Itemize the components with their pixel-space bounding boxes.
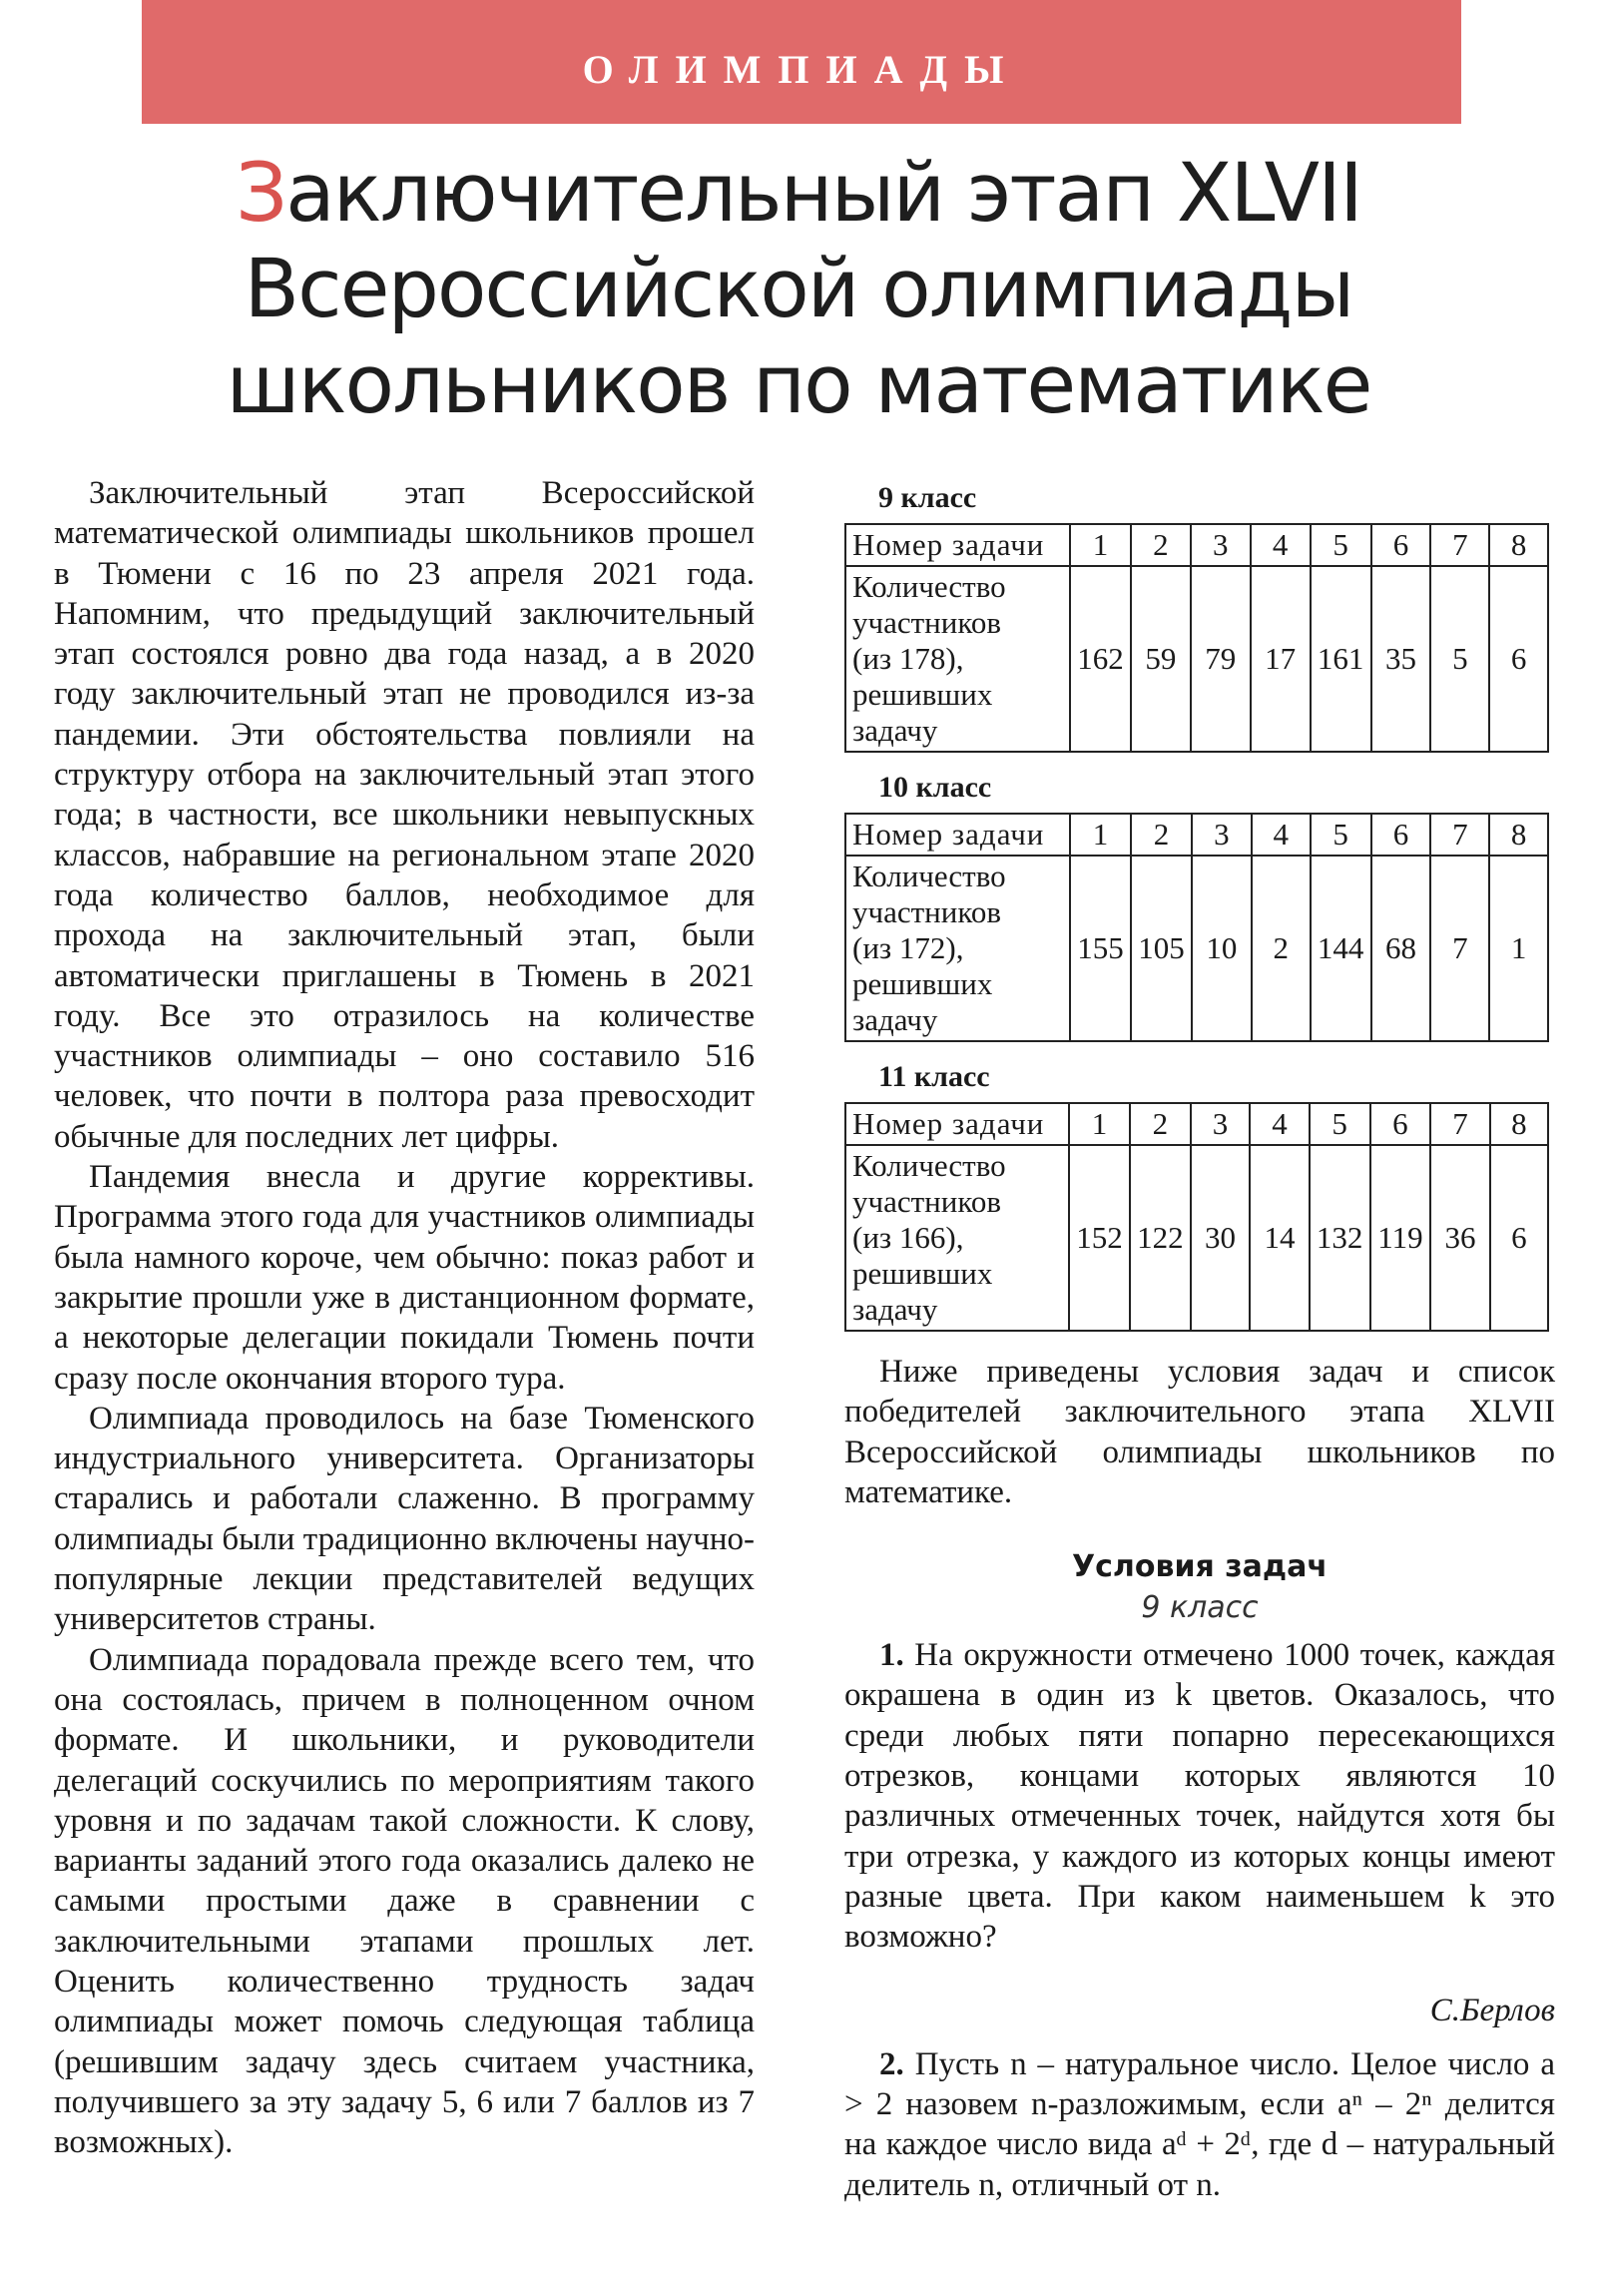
task-number-cell: 2 [1130,1103,1191,1145]
row-label-line: участников [852,605,1001,640]
table-header-label: Номер задачи [845,814,1070,856]
solved-count-cell: 2 [1252,856,1311,1041]
title-initial: З [236,147,286,241]
solved-count-cell: 122 [1130,1145,1191,1331]
task-number-cell: 1 [1070,524,1131,566]
solved-count-cell: 1 [1489,856,1548,1041]
solved-count-cell: 30 [1191,1145,1250,1331]
row-label-line: задачу [852,1002,938,1037]
task-number-cell: 1 [1070,814,1131,856]
table-header-label: Номер задачи [845,524,1070,566]
solved-count-cell: 155 [1070,856,1131,1041]
solved-count-cell: 152 [1069,1145,1130,1331]
left-column [54,473,755,2162]
task-number-cell: 4 [1250,1103,1309,1145]
solved-count-cell: 36 [1430,1145,1489,1331]
row-label-line: задачу [852,713,938,748]
solved-count-cell: 119 [1370,1145,1431,1331]
problem-2 [844,2044,1555,2205]
intro-paragraph: Пандемия внесла и другие коррективы. Программа этого года для участников олимпиады была намного короче, чем обычно: показ работ и закрытие прошли уже в дистанционном формате, а некоторые делегации покидали Тюмень почти сразу после окончания второго тура. [54,1159,755,1397]
problem-2-text: Пусть n – натуральное число. Целое число a > 2 назовем n-разложимым, если aⁿ – 2ⁿ делится на каждое число вида aᵈ + 2ᵈ, где d – натуральный делитель n, отличный от n. [844,2045,1555,2203]
row-label-line: (из 172), [852,930,964,965]
row-label-line: решивших [852,677,993,712]
solved-count-cell: 144 [1311,856,1371,1041]
solved-count-cell: 5 [1430,566,1489,752]
task-number-cell: 3 [1191,524,1251,566]
row-label-line: (из 178), [852,641,964,676]
solved-count-cell: 6 [1489,566,1548,752]
task-number-cell: 8 [1489,814,1548,856]
solved-count-cell: 132 [1310,1145,1370,1331]
problem-1 [844,1635,1555,1957]
intro-paragraph: Олимпиада порадовала прежде всего тем, что она состоялась, причем в полноценном очном формате. И школьники, и руководители делегаций соскучились по мероприятиям такого уровня и по задачам такой сложности. К слову, варианты заданий этого года оказались далеко не самыми простыми даже в сравнении с заключительными этапами прошлых лет. Оценить количественно трудность задач олимпиады может помочь следующая таблица (решившим задачу здесь считаем участника, получившего за эту задачу 5, 6 или 7 баллов из 7 возможных). [54,1641,755,2161]
task-number-cell: 7 [1430,524,1489,566]
task-number-cell: 6 [1371,814,1431,856]
row-label [845,566,1070,752]
task-number-cell: 7 [1430,814,1489,856]
solved-count-cell: 10 [1192,856,1252,1041]
problem-1-text: На окружности отмечено 1000 точек, каждая окрашена в один из k цветов. Оказалось, что среди любых пяти попарно пересекающихся отрезков, концами которых являются 10 различных отмеченных точек, найдутся хотя бы три отрезка, у каждого из которых концы имеют разные цвета. При каком наименьшем k это возможно? [844,1637,1555,1956]
task-number-cell: 6 [1371,524,1431,566]
task-number-cell: 3 [1192,814,1252,856]
task-number-cell: 8 [1489,524,1548,566]
intro-to-problems: Ниже приведены условия задач и список победителей заключительного этапа XLVII Всероссийской олимпиады школьников по математике. [844,1354,1555,1510]
row-label-line: Количество [852,1148,1006,1183]
solved-count-cell: 105 [1131,856,1192,1041]
task-number-cell: 6 [1370,1103,1431,1145]
row-label-line: решивших [852,966,993,1001]
title-line3: школьников по математике [226,338,1371,432]
results-table [844,1102,1549,1332]
solved-count-cell: 17 [1251,566,1311,752]
intro-paragraph: Заключительный этап Всероссийской математической олимпиады школьников прошел в Тюмени с 16 по 23 апреля 2021 года. Напомним, что предыдущий заключительный этап состоялся ровно два года назад, а в 2020 году заключительный этап не проводился из-за пандемии. Эти обстоятельства повлияли на структуру отбора на заключительный этап этого года; в частности, все школьники невыпускных классов, набравшие на региональном этапе 2020 года количество баллов, необходимое для прохода на заключительный этап, были автоматически приглашены в Тюмень в 2021 году. Все это отразилось на количестве участников олимпиады – оно составило 516 человек, что почти в полтора раза превосходит обычные для последних лет цифры. [54,475,755,1155]
task-number-cell: 1 [1069,1103,1130,1145]
solved-count-cell: 6 [1490,1145,1548,1331]
row-label [845,1145,1069,1331]
problem-1-number: 1. [879,1637,904,1674]
class-label: 10 класс [878,771,992,804]
results-table [844,523,1549,753]
row-label [845,856,1070,1041]
task-number-cell: 4 [1251,524,1311,566]
title-line1: аключительный этап XLVII [285,147,1361,241]
right-column [844,473,1555,2238]
solved-count-cell: 14 [1250,1145,1309,1331]
article-title [150,146,1447,433]
section-banner [142,0,1461,124]
class-label: 11 класс [878,1060,990,1093]
section-label: ОЛИМПИАДЫ [582,46,1021,92]
row-label-line: Количество [852,859,1006,893]
task-number-cell: 5 [1311,524,1371,566]
table-header-label: Номер задачи [845,1103,1069,1145]
task-number-cell: 4 [1252,814,1311,856]
row-label-line: участников [852,894,1001,929]
class-label: 9 класс [878,481,977,514]
task-number-cell: 7 [1430,1103,1489,1145]
title-line2: Всероссийской олимпиады [244,243,1353,336]
task-number-cell: 2 [1131,814,1192,856]
row-label-line: участников [852,1184,1001,1219]
solved-count-cell: 162 [1070,566,1131,752]
solved-count-cell: 79 [1191,566,1251,752]
conditions-heading: Условия задач [1072,1549,1328,1585]
results-table [844,813,1549,1042]
row-label-line: задачу [852,1292,938,1327]
problem-1-author: С.Берлов [1429,1992,1555,2028]
task-number-cell: 2 [1131,524,1191,566]
row-label-line: решивших [852,1256,993,1291]
task-number-cell: 3 [1191,1103,1250,1145]
solved-count-cell: 7 [1430,856,1489,1041]
conditions-class: 9 класс [1141,1590,1259,1626]
solved-count-cell: 68 [1371,856,1431,1041]
row-label-line: (из 166), [852,1220,964,1255]
task-number-cell: 5 [1311,814,1371,856]
problem-2-number: 2. [879,2045,904,2082]
task-number-cell: 8 [1490,1103,1548,1145]
results-tables [844,473,1555,1332]
intro-paragraph: Олимпиада проводилось на базе Тюменского индустриального университета. Организаторы старались и работали слаженно. В программу олимпиады были традиционно включены научно-популярные лекции представителей ведущих университетов страны. [54,1400,755,1638]
solved-count-cell: 35 [1371,566,1431,752]
solved-count-cell: 161 [1311,566,1371,752]
task-number-cell: 5 [1310,1103,1370,1145]
solved-count-cell: 59 [1131,566,1191,752]
row-label-line: Количество [852,569,1006,604]
